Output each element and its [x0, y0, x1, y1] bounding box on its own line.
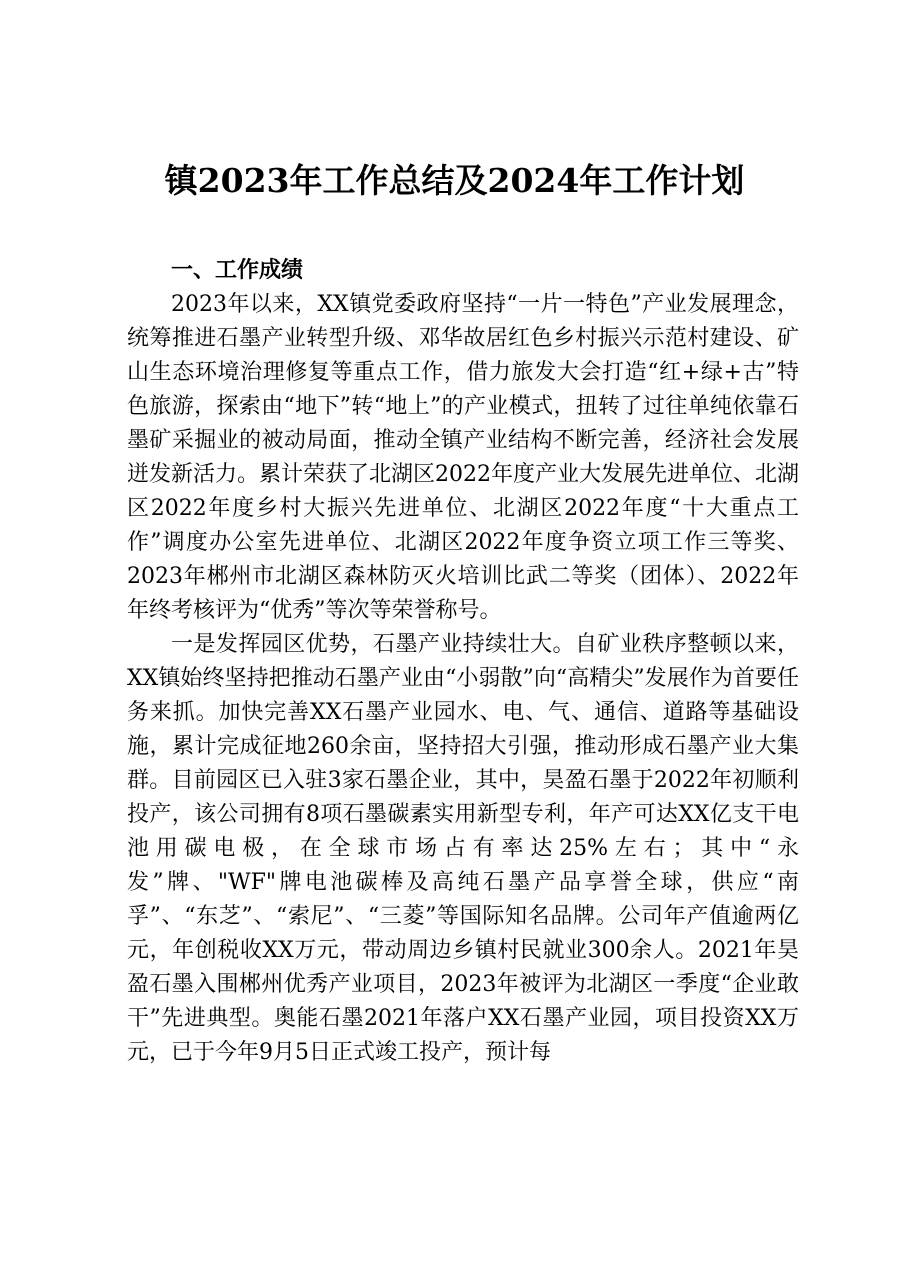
paragraph-achievements-summary: 2023年以来，XX镇党委政府坚持“一片一特色”产业发展理念，统筹推进石墨产业转型升级、邓华故居红色乡村振兴示范村建设、矿山生态环境治理修复等重点工作，借力旅发大会打造“红+绿+古”特色旅游，探索由“地下”转“地上”的产业模式，扭转了过往单纯依靠石墨矿采掘业的被动局面，推动全镇产业结构不断完善，经济社会发展迸发新活力。累计荣获了北湖区2022年度产业大发展先进单位、北湖区2022年度乡村大振兴先进单位、北湖区2022年度“十大重点工作”调度办公室先进单位、北湖区2022年度争资立项工作三等奖、2023年郴州市北湖区森林防灭火培训比武二等奖（团体）、2022年年终考核评为“优秀”等次等荣誉称号。	[127, 292, 799, 623]
document-body	[127, 254, 799, 1070]
section-heading: 一、工作成绩	[171, 258, 304, 283]
paragraph-graphite-industry: 一是发挥园区优势，石墨产业持续壮大。自矿业秩序整顿以来，XX镇始终坚持把推动石墨产业由“小弱散”向“高精尖”发展作为首要任务来抓。加快完善XX石墨产业园水、电、气、通信、道路等基础设施，累计完成征地260余亩，坚持招大引强，推动形成石墨产业大集群。目前园区已入驻3家石墨企业，其中，昊盈石墨于2022年初顺利投产，该公司拥有8项石墨碳素实用新型专利，年产可达XX亿支干电池用碳电极，在全球市场占有率达25%左右；其中“永发”牌、"WF"牌电池碳棒及高纯石墨产品享誉全球，供应“南孚”、“东芝”、“索尼”、“三菱”等国际知名品牌。公司年产值逾两亿元，年创税收XX万元，带动周边乡镇村民就业300余人。2021年昊盈石墨入围郴州优秀产业项目，2023年被评为北湖区一季度“企业敢干”先进典型。奥能石墨2021年落户XX石墨产业园，项目投资XX万元，已于今年9月5日正式竣工投产，预计每	[127, 632, 799, 1065]
document-title: 镇2023年工作总结及2024年工作计划	[164, 161, 745, 200]
